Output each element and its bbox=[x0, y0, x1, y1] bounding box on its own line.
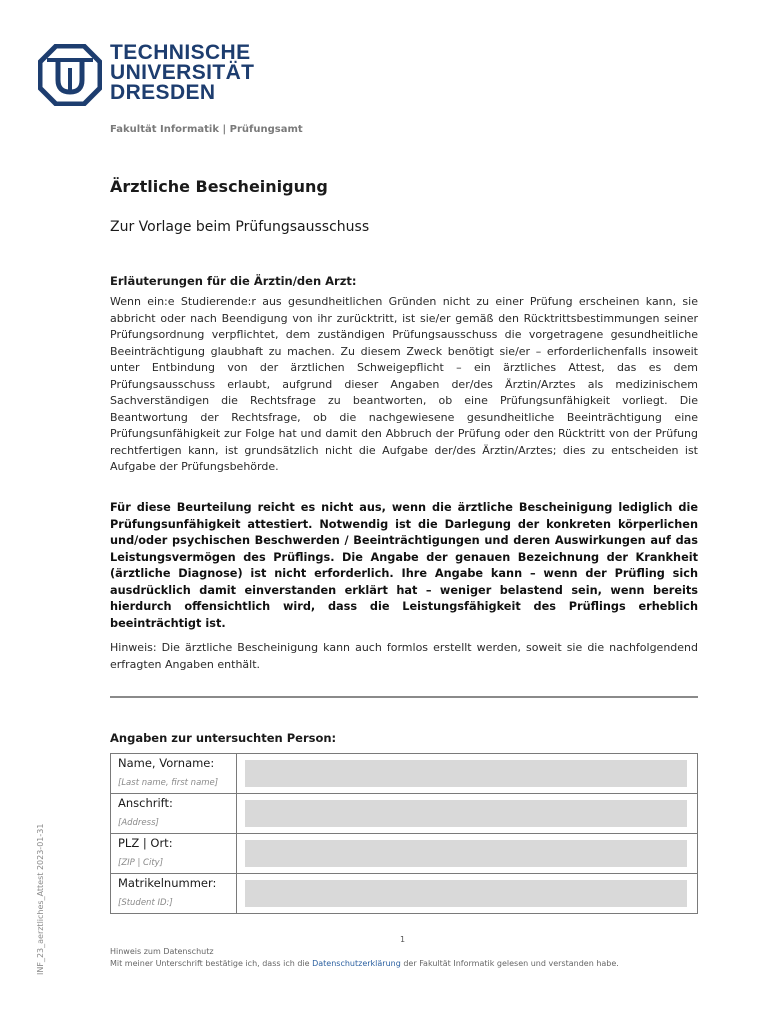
tu-dresden-logo bbox=[38, 44, 102, 106]
privacy-heading: Hinweis zum Datenschutz bbox=[110, 947, 214, 956]
privacy-text-before: Mit meiner Unterschrift bestätige ich, dass ich die bbox=[110, 959, 313, 968]
student-id-field[interactable] bbox=[245, 880, 687, 907]
privacy-policy-link[interactable]: Datenschutzerklärung bbox=[312, 959, 401, 968]
zip-city-field[interactable] bbox=[245, 840, 687, 867]
page-number: 1 bbox=[400, 935, 406, 944]
assessment-paragraph: Für diese Beurteilung reicht es nicht aus, wenn die ärztliche Bescheinigung lediglich die Prüfungsunfähigkeit attestiert. Notwendig ist die Darlegung der konkreten körperlichen und/oder psychischen Beschwerden / Beeinträchtigungen und deren Auswirkungen auf das Leistungsvermögen des Prüflings. Die Angabe der genauen Bezeichnung der Krankheit (ärztliche Diagnose) ist nicht erforderlich. Ihre Angabe kann – wenn der Prüfling sich ausdrücklich damit einverstanden erklärt hat – weniger belastend sein, wenn bereits hierdurch offensichtlich wird, dass die Leistungsfähigkeit des Prüflings erheblich beeinträchtigt ist. bbox=[110, 501, 698, 630]
note-paragraph: Hinweis: Die ärztliche Bescheinigung kann auch formlos erstellt werden, soweit sie die nachfolgendend erfragten Angaben enthält. bbox=[110, 641, 698, 671]
name-field[interactable] bbox=[245, 760, 687, 787]
table-row bbox=[111, 874, 698, 914]
section-divider bbox=[110, 696, 698, 698]
student-id-label: Matrikelnummer: bbox=[118, 876, 217, 890]
address-field[interactable] bbox=[245, 800, 687, 827]
address-hint: [Address] bbox=[118, 818, 159, 828]
name-label: Name, Vorname: bbox=[118, 756, 215, 770]
faculty-line: Fakultät Informatik | Prüfungsamt bbox=[110, 124, 303, 135]
address-label: Anschrift: bbox=[118, 796, 173, 810]
privacy-statement bbox=[110, 959, 619, 968]
privacy-text-after: der Fakultät Informatik gelesen und verstanden habe. bbox=[400, 959, 619, 968]
table-row bbox=[111, 794, 698, 834]
document-id-side-note: INF_23_aerztliches_Attest 2023-01-31 bbox=[36, 823, 45, 975]
table-row bbox=[111, 834, 698, 874]
university-wordmark: TECHNISCHE UNIVERSITÄT DRESDEN bbox=[110, 41, 255, 104]
person-section-heading: Angaben zur untersuchten Person: bbox=[110, 731, 337, 745]
table-row bbox=[111, 754, 698, 794]
zip-city-hint: [ZIP | City] bbox=[118, 858, 164, 868]
document-title: Ärztliche Bescheinigung bbox=[110, 177, 328, 196]
student-id-hint: [Student ID:] bbox=[118, 898, 173, 908]
explanation-paragraph: Wenn ein:e Studierende:r aus gesundheitlichen Gründen nicht zu einer Prüfung erscheinen kann, sie abbricht oder nach Beendigung von ihr zurücktritt, ist sie/er gemäß den Rücktrittsbestimmungen seiner Prüfungsordnung verpflichtet, dem zuständigen Prüfungsausschuss die vorgetragene gesundheitliche Beeinträchtigung glaubhaft zu machen. Zu diesem Zweck benötigt sie/er – erforderlichenfalls insoweit unter Entbindung von der ärztlichen Schweigepflicht – ein ärztliches Attest, das es dem Prüfungsausschuss erlaubt, aufgrund dieser Angaben der/des Ärztin/Arztes als medizinischem Sachverständigen die Rechtsfrage zu beantworten, ob eine Prüfungsunfähigkeit vorliegt. Die Beantwortung der Rechtsfrage, ob die nachgewiesene gesundheitliche Beeinträchtigung eine Prüfungsunfähigkeit zur Folge hat und damit den Abbruch der Prüfung oder den Rücktritt von der Prüfung rechtfertigen kann, ist grundsätzlich nicht die Aufgabe der/des Ärztin/Arztes; dies zu entscheiden ist Aufgabe der Prüfungsbehörde. bbox=[110, 295, 698, 473]
zip-city-label: PLZ | Ort: bbox=[118, 836, 173, 850]
person-details-table bbox=[110, 753, 698, 914]
name-hint: [Last name, first name] bbox=[118, 778, 219, 788]
explanations-heading: Erläuterungen für die Ärztin/den Arzt: bbox=[110, 274, 357, 288]
document-subtitle: Zur Vorlage beim Prüfungsausschuss bbox=[110, 219, 370, 235]
